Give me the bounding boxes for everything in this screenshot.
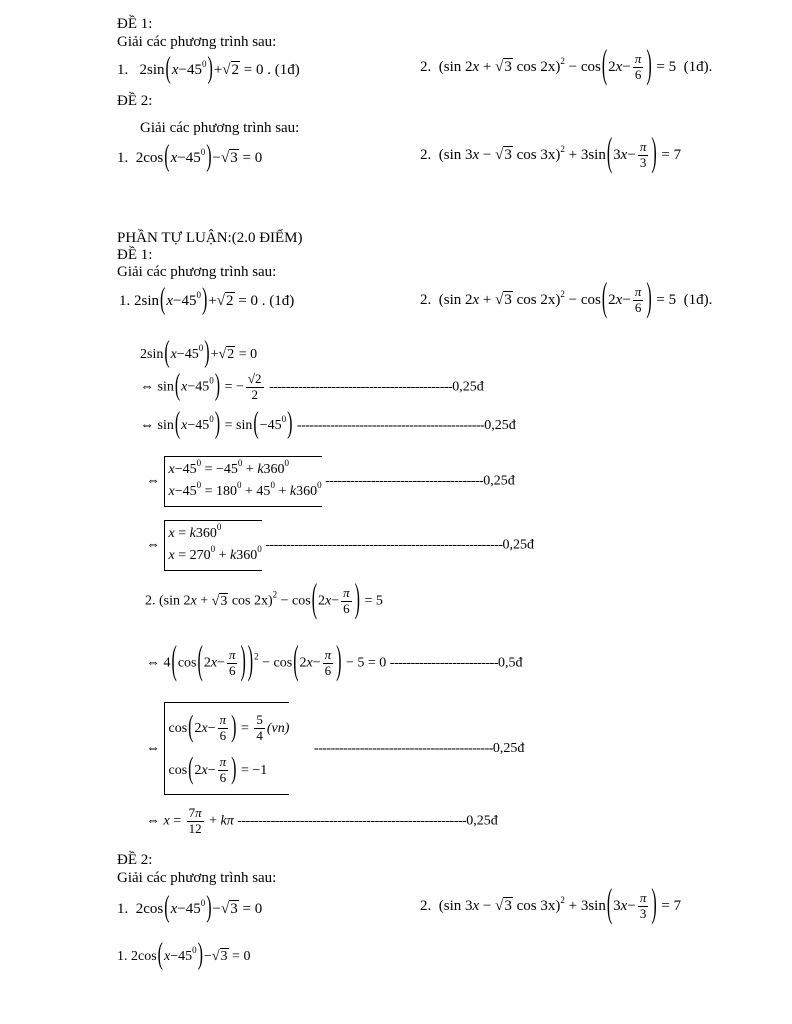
score: (1đ). (683, 291, 713, 308)
problem-number: 1. (117, 150, 129, 166)
instructions: Giải các phương trình sau: (140, 120, 300, 136)
score: 0,25đ (484, 418, 516, 433)
score: 0,25đ (483, 473, 515, 489)
problem-number: 2. (420, 146, 432, 163)
problem-1: 1. $2\cos(x-45^0)-√3 = 0$ (117, 140, 263, 174)
solution-step: $2\sin(x-45^0)+√2 = 0$ (140, 336, 258, 370)
score: (1đ). (683, 58, 713, 75)
instructions: Giải các phương trình sau: (117, 264, 277, 280)
problem-number: 1. (117, 62, 129, 78)
dash-leader: ------------------------------------------- (313, 740, 493, 756)
solution-step: ⇔ $x = k360^0$ $x = 270^0 + k360^0$ ---------------------------------------------------------0,25đ (146, 520, 534, 571)
exam-2-title: ĐỀ 2: (117, 852, 153, 868)
instructions: Giải các phương trình sau: (117, 870, 277, 886)
equation-system: cos(2x− $\frac{\pi}{6}$ ) = $\frac{5}{4}$ (vn) cos(2x− $\frac{\pi}{6}$ ) = −1 (164, 702, 290, 795)
exam-1-title: ĐỀ 1: (117, 16, 153, 32)
problem-1: 1. $2\cos(x-45^0)-√3 = 0$ (117, 891, 263, 925)
solution-step: ⇔ $\sin(x-45^0)$ = − $\frac{√2}{2}$ --------------------------------------------0,25đ (140, 369, 484, 402)
problem-number: 1. (119, 293, 131, 309)
solution-step: ⇔ cos(2x− $\frac{\pi}{6}$ ) = $\frac{5}{4}$ (vn) cos(2x− $\frac{\pi}{6}$ ) = −1 -------------------------------------------0,25đ (146, 702, 524, 795)
problem-1: 1. $2\sin(x-45^0)+√2 = 0$ . (1đ) (119, 283, 295, 317)
dash-leader: -------------------------- (389, 655, 498, 671)
solution-step: 1. $2\cos(x-45^0)-√3 = 0$ (117, 938, 251, 972)
score: 0,25đ (466, 813, 498, 829)
dash-leader: --------------------------------------------- (296, 418, 485, 433)
problem-number: 2. (420, 291, 432, 308)
score: 0,5đ (498, 655, 523, 671)
problem-number: 2. (420, 58, 432, 75)
problem-2: 2. (sin 3x − √3 cos 3x)$^2$ + 3sin(3x− $\frac{\pi}{3}$ ) = 7 (420, 883, 682, 926)
essay-heading: PHẦN TỰ LUẬN:(2.0 ĐIỂM) (117, 230, 303, 246)
solution-step: ⇔ $\sin(x-45^0) = \sin(-45^0)$ ---------------------------------------------0,25đ (140, 407, 516, 441)
problem-2: 2. (sin 2x + √3 cos 2x)$^2$ − cos(2x− $\frac{\pi}{6}$ ) = 5 (1đ). (420, 44, 713, 87)
problem-number: 1. (117, 949, 128, 964)
problem-number: 1. (117, 901, 129, 917)
exam-2-title: ĐỀ 2: (117, 93, 153, 109)
score: 0,25đ (492, 740, 525, 756)
dash-leader: ------------------------------------------------------- (237, 813, 467, 829)
problem-2: 2. (sin 2x + √3 cos 2x)$^2$ − cos(2x− $\frac{\pi}{6}$ ) = 5 (1đ). (420, 277, 713, 320)
solution-step: ⇔ x = $\frac{7\pi}{12}$ + kπ -------------------------------------------------------0,25đ (146, 805, 498, 836)
equation-system: $x = k360^0$ $x = 270^0 + k360^0$ (164, 520, 262, 571)
dash-leader: -------------------------------------- (325, 473, 484, 489)
dash-leader: -------------------------------------------- (269, 379, 453, 395)
problem-number: 2. (145, 593, 156, 609)
equation-system: $x-45^0 = -45^0 + k360^0$ $x-45^0 = 180^0 + 45^0 + k360^0$ (164, 456, 322, 507)
score: 0,25đ (452, 379, 484, 395)
solution-step: 2. (sin 2x + √3 cos 2x)$^2$ − cos(2x− $\frac{\pi}{6}$ ) = 5 (145, 578, 383, 621)
solution-step: ⇔ $x-45^0 = -45^0 + k360^0$ $x-45^0 = 180^0 + 45^0 + k360^0$ --------------------------------------0,25đ (146, 456, 515, 507)
problem-1: 1. $2\sin(x-45^0)+√2 = 0$ . (1đ) (117, 52, 300, 86)
score: . (1đ) (261, 293, 295, 309)
dash-leader: --------------------------------------------------------- (265, 537, 503, 553)
solution-step: ⇔ 4(cos(2x− $\frac{\pi}{6}$ ) )$^2$ − cos(2x− $\frac{\pi}{6}$ ) − 5 = 0 --------------------------0,5đ (146, 640, 523, 683)
problem-number: 2. (420, 897, 432, 914)
score: 0,25đ (502, 537, 534, 553)
score: . (1đ) (267, 62, 300, 78)
problem-2: 2. (sin 3x − √3 cos 3x)$^2$ + 3sin(3x− $\frac{\pi}{3}$ ) = 7 (420, 132, 682, 175)
no-solution-note: (vn) (266, 721, 290, 736)
instructions: Giải các phương trình sau: (117, 34, 277, 50)
exam-1-title: ĐỀ 1: (117, 247, 153, 263)
